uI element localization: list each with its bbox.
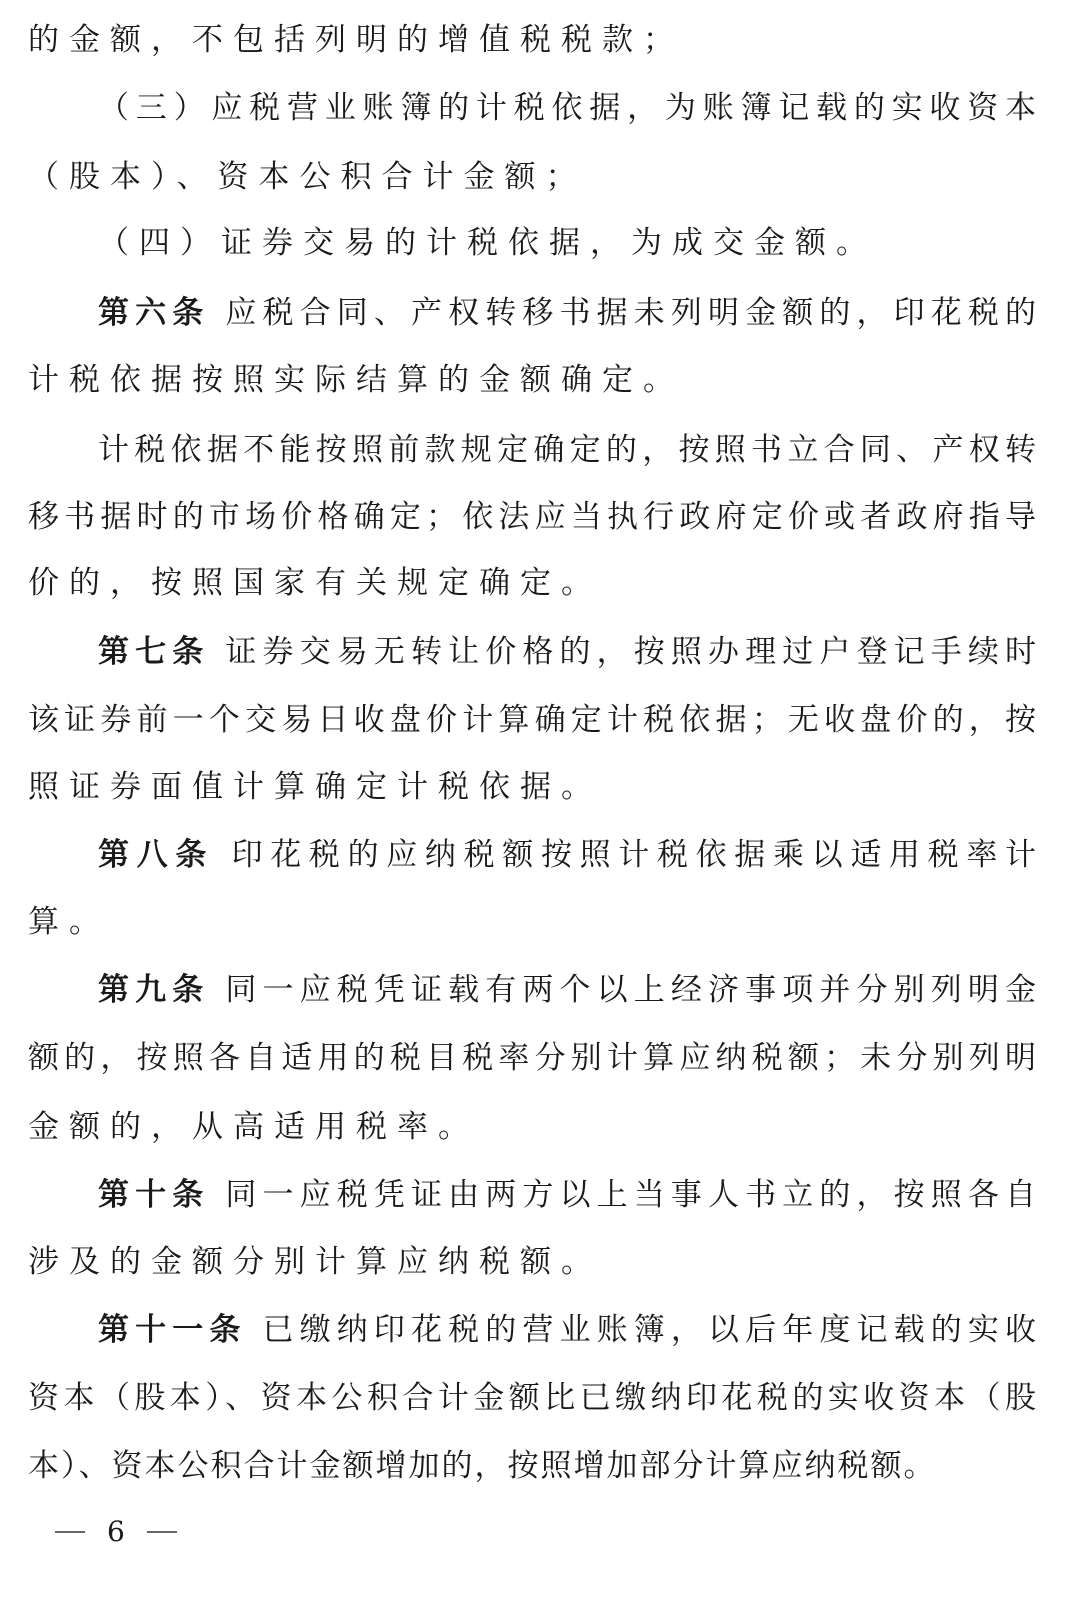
article-text: 已缴纳印花税的营业账簿，以后年度记载的实收 xyxy=(262,1312,1037,1348)
article-label: 第八条 xyxy=(98,837,215,873)
text-line: （股本）、资本公积合计金额； xyxy=(28,159,587,195)
article-text: 印花税的应纳税额按照计税依据乘以适用税率计 xyxy=(231,837,1037,873)
article-label: 第十一条 xyxy=(98,1312,247,1348)
text-line: 金额的，从高适用税率。 xyxy=(28,1109,479,1145)
article-7 xyxy=(98,630,1036,674)
text-line: 计税依据按照实际结算的金额确定。 xyxy=(28,362,684,398)
article-8 xyxy=(98,833,1036,877)
page-number-value: 6 xyxy=(107,1515,125,1548)
dash-left xyxy=(55,1531,85,1533)
clause-three: （三）应税营业账簿的计税依据，为账簿记载的实收资本 xyxy=(98,90,1036,126)
article-text: 同一应税凭证载有两个以上经济事项并分别列明金 xyxy=(225,972,1037,1008)
text-line: 的金额，不包括列明的增值税税款； xyxy=(28,22,684,58)
article-text: 同一应税凭证由两方以上当事人书立的，按照各自 xyxy=(225,1177,1037,1213)
page-number xyxy=(55,1512,177,1552)
article-text: 证券交易无转让价格的，按照办理过户登记手续时 xyxy=(225,634,1037,670)
article-label: 第九条 xyxy=(98,972,210,1008)
text-line: 移书据时的市场价格确定；依法应当执行政府定价或者政府指导 xyxy=(28,499,1036,535)
text-line: 本）、资本公积合计金额增加的，按照增加部分计算应纳税额。 xyxy=(28,1448,937,1484)
article-text: 应税合同、产权转移书据未列明金额的，印花税的 xyxy=(225,295,1037,331)
article-11 xyxy=(98,1308,1036,1352)
clause-four: （四）证券交易的计税依据，为成交金额。 xyxy=(98,225,877,261)
text-line: 算。 xyxy=(28,904,110,940)
article-label: 第十条 xyxy=(98,1177,210,1213)
article-9 xyxy=(98,968,1036,1012)
text-line: 额的，按照各自适用的税目税率分别计算应纳税额；未分别列明 xyxy=(28,1040,1036,1076)
text-line: 价的，按照国家有关规定确定。 xyxy=(28,565,602,601)
dash-right xyxy=(147,1531,177,1533)
paragraph: 计税依据不能按照前款规定确定的，按照书立合同、产权转 xyxy=(98,432,1036,468)
text-line: 该证券前一个交易日收盘价计算确定计税依据；无收盘价的，按 xyxy=(28,702,1036,738)
article-10 xyxy=(98,1173,1036,1217)
article-label: 第六条 xyxy=(98,295,210,331)
text-line: 资本（股本）、资本公积合计金额比已缴纳印花税的实收资本（股 xyxy=(28,1380,1036,1416)
article-6 xyxy=(98,291,1036,335)
article-label: 第七条 xyxy=(98,634,210,670)
text-line: 涉及的金额分别计算应纳税额。 xyxy=(28,1244,602,1280)
text-line: 照证券面值计算确定计税依据。 xyxy=(28,769,602,805)
